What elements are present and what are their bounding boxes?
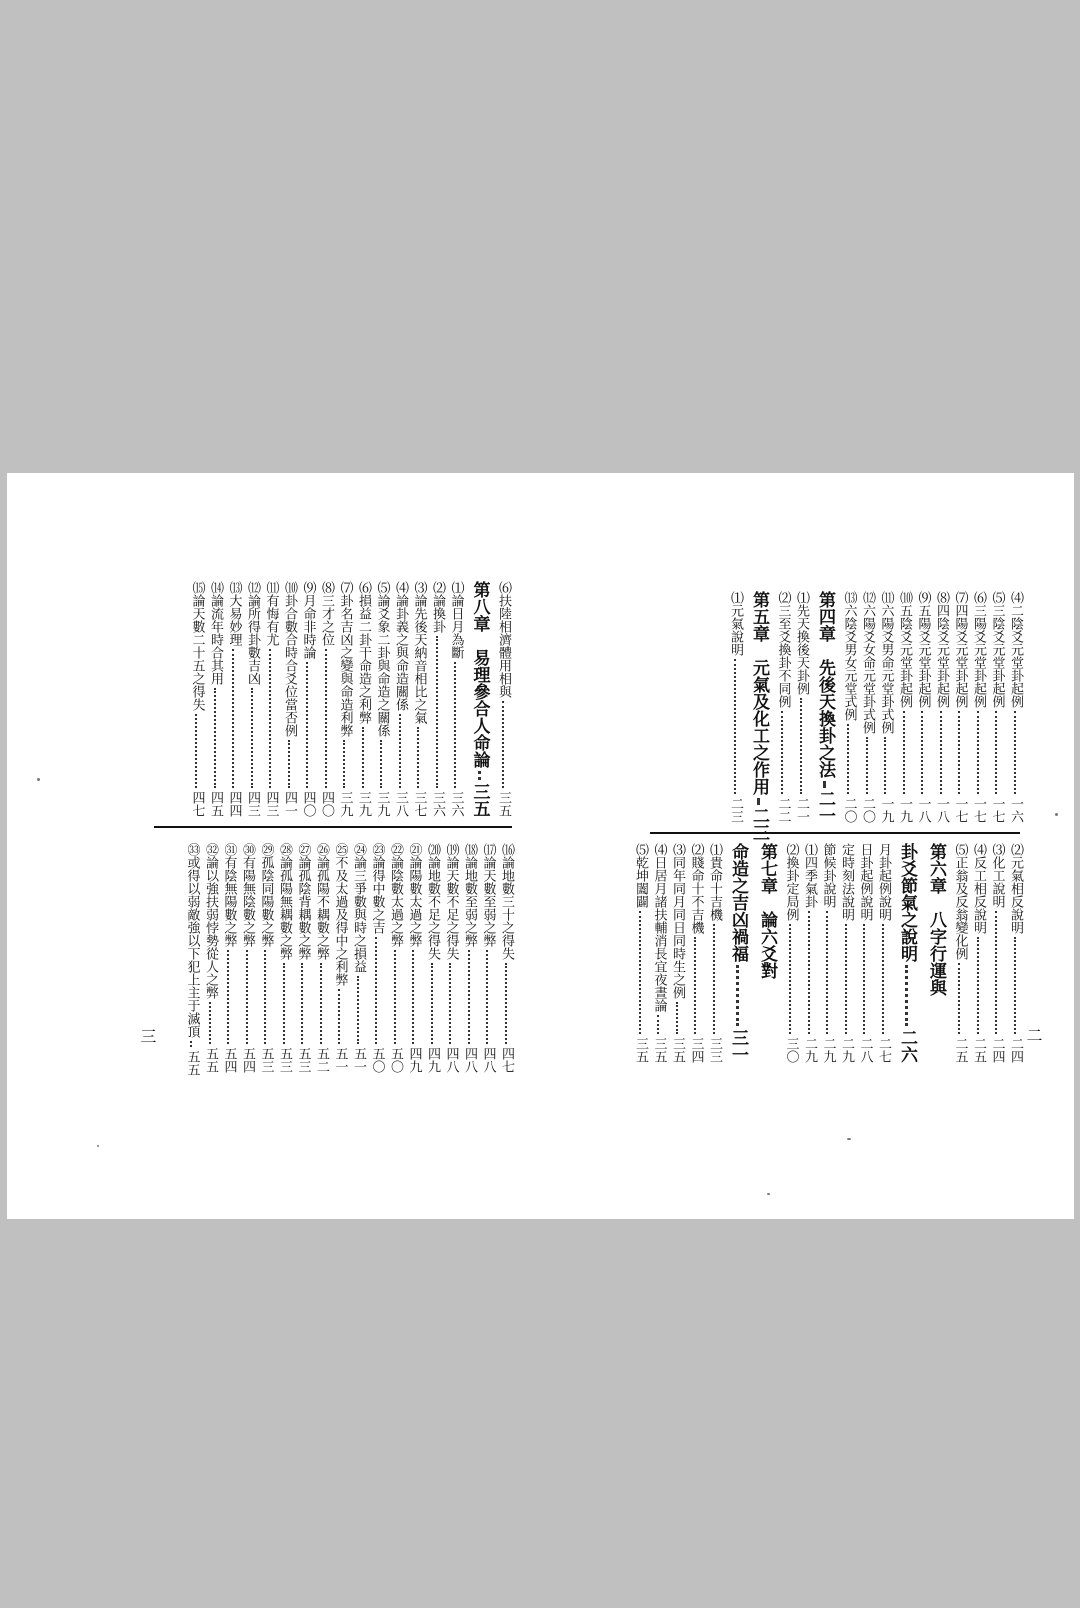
toc-page-number: 二〇 xyxy=(860,797,875,823)
toc-page-number: 五五 xyxy=(184,1050,200,1076)
toc-entry-title: ⑵論換卦 xyxy=(430,581,445,633)
toc-entry xyxy=(184,843,200,1076)
toc-entry-title: ㉗論孤陰背耦數之弊 xyxy=(295,843,311,960)
toc-entry-title: 定時刻法說明 xyxy=(839,843,854,921)
toc-entry-title: ⑴先天換後天卦例 xyxy=(794,591,809,695)
leader-dots xyxy=(789,924,791,1034)
toc-chapter-heading xyxy=(728,843,747,1063)
toc-page-number: 二四 xyxy=(1008,1037,1023,1063)
scan-speck xyxy=(767,1193,770,1195)
toc-page-number: 三三 xyxy=(707,1037,722,1063)
leader-dots xyxy=(301,963,303,1044)
toc-entry xyxy=(897,591,912,823)
leader-dots xyxy=(866,737,868,794)
toc-entry xyxy=(876,843,891,1063)
toc-entry-title: ⒁論流年時合其用 xyxy=(208,581,223,685)
toc-page-number: 四八 xyxy=(443,1047,459,1073)
toc-entry xyxy=(1008,843,1023,1063)
leader-dots xyxy=(264,950,266,1044)
toc-entry xyxy=(934,591,949,823)
toc-entry xyxy=(337,581,352,817)
toc-entry-title: ⑻四陰爻元堂卦起例 xyxy=(934,591,949,708)
leader-dots xyxy=(431,963,433,1044)
leader-dots xyxy=(505,963,507,1044)
toc-entry-title: ⑵三至爻換卦不同例 xyxy=(775,591,791,708)
toc-entry-title: ⑸正翁及反翁變化例 xyxy=(952,843,968,960)
right-page-upper-toc xyxy=(652,591,1023,841)
toc-entry xyxy=(411,581,426,817)
toc-entry-title: ⑼月命非時論 xyxy=(300,581,316,659)
leader-dots xyxy=(884,737,886,794)
toc-entry-title: ⑴元氣說明 xyxy=(728,591,743,656)
toc-entry-title: ⑿六陽爻女命元堂卦式例 xyxy=(860,591,875,734)
toc-page-number: 一七 xyxy=(952,797,968,823)
toc-entry-title: 卦爻節氣之說明 xyxy=(897,843,917,962)
toc-entry xyxy=(393,581,408,817)
leader-dots xyxy=(823,781,826,787)
toc-page-number: 一八 xyxy=(915,797,931,823)
toc-entry xyxy=(989,843,1004,1063)
leader-dots xyxy=(478,771,481,780)
toc-page-number: 二九 xyxy=(802,1037,817,1063)
toc-entry xyxy=(356,581,371,817)
leader-dots xyxy=(468,950,470,1044)
leader-dots xyxy=(800,698,802,794)
toc-entry-title: ⑾有悔有尤 xyxy=(263,581,279,646)
toc-entry xyxy=(425,843,440,1073)
leader-dots xyxy=(288,740,290,788)
toc-page-number: 五〇 xyxy=(388,1047,403,1073)
toc-page-number: 三四 xyxy=(688,1037,704,1063)
toc-entry-title: ⑼五陽爻元堂卦起例 xyxy=(915,591,931,708)
toc-entry-title: ㉛有陰無陽數之弊 xyxy=(221,843,237,947)
toc-entry-title: ㉑論陽數太過之弊 xyxy=(406,843,422,947)
toc-entry xyxy=(802,843,817,1063)
toc-page-number: 三八 xyxy=(393,791,408,817)
toc-entry-title: ⒃論地數三十之得失 xyxy=(499,843,514,960)
toc-entry xyxy=(203,843,218,1073)
toc-page-number: 五二 xyxy=(314,1047,329,1073)
toc-entry xyxy=(369,843,384,1073)
toc-entry xyxy=(728,591,743,823)
right-page-number: 二 xyxy=(1024,1027,1043,1043)
leader-dots xyxy=(713,924,715,1034)
toc-page-number: 五五 xyxy=(203,1047,218,1073)
toc-entry-title: ⒀大易妙理 xyxy=(226,581,242,646)
scan-speck xyxy=(97,1145,99,1147)
toc-entry-title: ⑶化工說明 xyxy=(989,843,1005,908)
toc-page-number: 一六 xyxy=(1008,797,1023,823)
toc-entry xyxy=(1008,591,1023,823)
toc-entry xyxy=(208,581,223,817)
toc-entry xyxy=(989,591,1004,823)
toc-page-number: 五一 xyxy=(332,1047,348,1073)
toc-page-number: 五三 xyxy=(277,1047,292,1073)
leader-dots xyxy=(847,724,849,794)
toc-entry-title: 日卦起例說明 xyxy=(857,843,873,921)
leader-dots xyxy=(399,714,401,788)
toc-page-number: 二四 xyxy=(989,1037,1005,1063)
leader-dots xyxy=(958,963,960,1034)
leader-dots xyxy=(380,740,382,788)
toc-page-number: 四九 xyxy=(425,1047,440,1073)
toc-page-number: 三一 xyxy=(728,1029,748,1063)
toc-page-number: 二八 xyxy=(857,1037,873,1063)
leader-dots xyxy=(362,727,364,788)
toc-entry-title: ㉓論得中數之吉 xyxy=(369,843,385,934)
toc-entry-title: ⑸論爻象二卦與命造之關係 xyxy=(374,581,390,737)
toc-page-number: 三五 xyxy=(651,1037,667,1063)
toc-entry-title: 命造之吉凶禍福 xyxy=(728,843,748,962)
toc-entry-title: 第五章 元氣及化工之作用 xyxy=(749,591,769,795)
toc-page-number: 四〇 xyxy=(319,791,334,817)
toc-entry-title: ㉝或得以弱敵強以下犯上主于滅頂 xyxy=(184,843,200,1038)
toc-entry xyxy=(245,581,260,817)
toc-page-number: 四四 xyxy=(226,791,242,817)
toc-page-number: 五三 xyxy=(295,1047,311,1073)
toc-page-number: 二五 xyxy=(971,1037,986,1063)
toc-entry-title: ⑹三陽爻元堂卦起例 xyxy=(971,591,986,708)
toc-chapter-heading xyxy=(470,581,489,817)
leader-dots xyxy=(995,711,997,794)
leader-dots xyxy=(269,649,271,788)
toc-entry xyxy=(332,843,347,1073)
toc-entry xyxy=(221,843,236,1073)
leader-dots xyxy=(412,950,414,1044)
leader-dots xyxy=(977,711,979,794)
leader-dots xyxy=(417,727,419,788)
toc-entry-title: ⑺四陽爻元堂卦起例 xyxy=(952,591,968,708)
toc-entry xyxy=(971,591,986,823)
leader-dots xyxy=(694,937,696,1034)
toc-entry xyxy=(314,843,329,1073)
toc-entry xyxy=(915,591,930,823)
toc-page-number: 五四 xyxy=(221,1047,237,1073)
toc-page-number: 三五 xyxy=(633,1037,648,1063)
toc-entry-title: 第八章 易理參合人命論 xyxy=(469,581,490,768)
toc-page-number: 二三 xyxy=(728,797,743,823)
toc-entry-title: ㉘論孤陽無耦數之弊 xyxy=(277,843,292,960)
toc-page-number: 三六 xyxy=(448,791,464,817)
leader-dots xyxy=(734,659,736,794)
toc-entry xyxy=(258,843,273,1073)
toc-entry-title: ⒆論天數不足之得失 xyxy=(443,843,459,960)
toc-entry-title: ⑴四季氣卦 xyxy=(802,843,817,908)
toc-entry-title: ⑷日居月諸扶輔消長宜夜晝論 xyxy=(651,843,667,1012)
toc-entry-title: 第七章 論六爻對 xyxy=(757,843,777,979)
leader-dots xyxy=(676,1002,678,1034)
toc-page-number: 一九 xyxy=(897,797,912,823)
leader-dots xyxy=(209,1002,211,1044)
toc-entry xyxy=(670,843,685,1063)
toc-entry xyxy=(448,581,463,817)
toc-entry-title: ⑷論卦義之與命造關係 xyxy=(393,581,408,711)
toc-page-number: 二七 xyxy=(876,1037,891,1063)
toc-page-number: 二〇 xyxy=(841,797,857,823)
toc-entry-title: ⑽五陰爻元堂卦起例 xyxy=(897,591,912,708)
leader-dots xyxy=(958,711,960,794)
toc-entry-title: ⑷二陰爻元堂卦起例 xyxy=(1008,591,1023,708)
leader-dots xyxy=(905,965,908,1026)
toc-page-number: 一七 xyxy=(989,797,1005,823)
toc-page-number: 二一 xyxy=(794,797,809,823)
toc-entry-title: ⒂論天數二十五之得失 xyxy=(189,581,205,711)
scanned-book-spread xyxy=(7,473,1074,1219)
toc-entry-title: ⑹扶陸相濟體用相與 xyxy=(496,581,511,698)
toc-entry xyxy=(952,843,967,1063)
toc-page-number: 四五 xyxy=(208,791,223,817)
leader-dots xyxy=(882,924,884,1034)
toc-entry-title: ⑿論所得卦數吉凶 xyxy=(245,581,260,685)
toc-entry-title: ⑵換卦定局例 xyxy=(783,843,799,921)
toc-page-number: 四三 xyxy=(263,791,279,817)
toc-page-number: 四一 xyxy=(282,791,297,817)
toc-entry xyxy=(841,591,856,823)
leader-dots xyxy=(826,911,828,1034)
toc-chapter-heading xyxy=(815,591,834,823)
left-page-number: 三 xyxy=(138,1028,157,1044)
toc-page-number: 三九 xyxy=(356,791,371,817)
leader-dots xyxy=(343,740,345,788)
toc-page-number: 五四 xyxy=(240,1047,255,1073)
toc-entry xyxy=(783,843,798,1063)
toc-page-number: 一八 xyxy=(934,797,949,823)
toc-entry-title: ㉒論陰數太過之弊 xyxy=(388,843,403,947)
toc-chapter-heading xyxy=(926,843,945,1063)
toc-entry-title: 月卦起例說明 xyxy=(876,843,891,921)
scan-speck xyxy=(37,778,40,781)
toc-chapter-heading xyxy=(757,843,776,1063)
toc-entry-title: ㉜論以強扶弱悖勢從人之弊 xyxy=(203,843,218,999)
leader-dots xyxy=(657,1015,659,1034)
toc-entry-title: ⒇論地數不足之得失 xyxy=(425,843,440,960)
toc-entry xyxy=(226,581,241,817)
toc-entry-title: ⒅論地數至弱之弊 xyxy=(462,843,477,947)
toc-page-number: 一七 xyxy=(971,797,986,823)
toc-entry xyxy=(775,591,790,823)
toc-entry-title: ⑷反工相反說明 xyxy=(971,843,986,934)
leader-dots xyxy=(781,711,783,794)
toc-page-number: 二二 xyxy=(775,797,791,823)
leader-dots xyxy=(502,701,504,788)
toc-entry xyxy=(971,843,986,1063)
toc-entry-title: ⑽卦合數合時合爻位當否例 xyxy=(282,581,297,737)
toc-entry-title: 第六章 八字行運與 xyxy=(926,843,946,996)
toc-entry xyxy=(860,591,875,823)
toc-entry-title: ⒄論天數至弱之弊 xyxy=(480,843,496,947)
toc-page-number: 二五 xyxy=(952,1037,968,1063)
toc-entry-title: ⑶同年同月同日同時生之例 xyxy=(670,843,685,999)
toc-entry-title: ⑴貴命十吉機 xyxy=(707,843,722,921)
toc-page-number: 四三 xyxy=(245,791,260,817)
leader-dots xyxy=(921,711,923,794)
toc-entry-title: ㉙孤陰同陽數之弊 xyxy=(258,843,274,947)
toc-page-number: 一九 xyxy=(878,797,894,823)
toc-entry-title: ㉖論孤陽不耦數之弊 xyxy=(314,843,329,960)
leader-dots xyxy=(454,662,456,788)
leader-dots xyxy=(995,911,997,1034)
toc-page-number: 三〇 xyxy=(783,1037,799,1063)
toc-page-number: 五三 xyxy=(258,1047,274,1073)
toc-entry-title: ⑹損益二卦干命造之利弊 xyxy=(356,581,371,724)
leader-dots xyxy=(338,989,340,1044)
leader-dots xyxy=(436,636,438,788)
toc-page-number: 三六 xyxy=(430,791,445,817)
toc-page-number: 五一 xyxy=(351,1047,366,1073)
leader-dots xyxy=(246,950,248,1044)
leader-dots xyxy=(227,950,229,1044)
leader-dots xyxy=(977,937,979,1034)
toc-entry-title: ⑶論先後天納音相比之氣 xyxy=(411,581,427,724)
leader-dots xyxy=(845,924,847,1034)
leader-dots xyxy=(214,688,216,788)
leader-dots xyxy=(251,688,253,788)
toc-entry xyxy=(430,581,445,817)
leader-dots xyxy=(449,963,451,1044)
toc-entry xyxy=(388,843,403,1073)
leader-dots xyxy=(306,662,308,788)
leader-dots xyxy=(736,965,739,1026)
right-page-lower-toc xyxy=(633,843,1023,1063)
leader-dots xyxy=(757,798,760,804)
toc-page-number: 四八 xyxy=(462,1047,477,1073)
toc-entry xyxy=(952,591,967,823)
toc-entry xyxy=(300,581,315,817)
leader-dots xyxy=(486,950,488,1044)
toc-entry-title: ⑸三陰爻元堂卦起例 xyxy=(989,591,1005,708)
leader-dots xyxy=(320,963,322,1044)
leader-dots xyxy=(232,649,234,788)
toc-page-number: 三五 xyxy=(469,783,490,817)
toc-entry-title: ⑾六陽爻男命元堂卦式例 xyxy=(878,591,894,734)
leader-dots xyxy=(1014,937,1016,1034)
toc-entry xyxy=(839,843,854,1063)
toc-page-number: 三七 xyxy=(411,791,427,817)
leader-dots xyxy=(639,911,641,1034)
toc-entry-title: ㉚有陽無陰數之弊 xyxy=(240,843,255,947)
toc-entry xyxy=(688,843,703,1063)
toc-entry xyxy=(406,843,421,1073)
toc-chapter-heading xyxy=(749,591,769,841)
toc-page-number: 二九 xyxy=(839,1037,854,1063)
left-page-lower-toc xyxy=(155,843,514,1076)
toc-entry-title: ⑵賤命十不吉機 xyxy=(688,843,704,934)
toc-entry xyxy=(240,843,255,1073)
scan-speck xyxy=(847,1138,851,1140)
toc-page-number: 三五 xyxy=(496,791,511,817)
toc-entry xyxy=(319,581,334,817)
left-page-divider-rule xyxy=(154,826,512,828)
toc-entry-title: ㉕不及太過及得中之利弊 xyxy=(332,843,348,986)
toc-entry xyxy=(295,843,310,1073)
leader-dots xyxy=(195,714,197,788)
leader-dots xyxy=(325,649,327,788)
scan-speck xyxy=(1055,813,1058,816)
toc-entry xyxy=(462,843,477,1073)
toc-chapter-heading xyxy=(897,843,916,1063)
toc-entry xyxy=(374,581,389,817)
toc-page-number: 二三 xyxy=(749,807,769,841)
toc-entry-title: ⑴論日月為斷 xyxy=(448,581,464,659)
left-page-upper-toc xyxy=(155,581,510,817)
leader-dots xyxy=(375,937,377,1044)
leader-dots xyxy=(1014,711,1016,794)
toc-page-number: 三五 xyxy=(670,1037,685,1063)
toc-page-number: 四〇 xyxy=(300,791,316,817)
toc-entry-title: ⑺卦名吉凶之變與命造利弊 xyxy=(337,581,353,737)
toc-entry xyxy=(651,843,666,1063)
leader-dots xyxy=(283,963,285,1044)
toc-entry-title: ⑻三才之位 xyxy=(319,581,334,646)
toc-entry xyxy=(633,843,648,1063)
toc-entry xyxy=(820,843,835,1063)
toc-entry xyxy=(282,581,297,817)
leader-dots xyxy=(394,950,396,1044)
leader-dots xyxy=(863,924,865,1034)
toc-page-number: 二六 xyxy=(897,1029,917,1063)
toc-entry xyxy=(189,581,204,817)
toc-entry xyxy=(499,843,514,1073)
toc-entry xyxy=(443,843,458,1073)
toc-entry xyxy=(857,843,872,1063)
toc-entry-title: ⑵元氣相反說明 xyxy=(1008,843,1023,934)
toc-entry xyxy=(351,843,366,1073)
toc-page-number: 三九 xyxy=(374,791,390,817)
toc-page-number: 二九 xyxy=(820,1037,836,1063)
leader-dots xyxy=(357,976,359,1044)
toc-entry-title: 第四章 先後天換卦之法 xyxy=(815,591,835,778)
leader-dots xyxy=(190,1041,192,1047)
leader-dots xyxy=(940,711,942,794)
toc-page-number: 三九 xyxy=(337,791,353,817)
toc-entry xyxy=(707,843,722,1063)
toc-entry-title: ⒀六陰爻男女元堂式例 xyxy=(841,591,857,721)
toc-entry xyxy=(277,843,292,1073)
toc-entry xyxy=(878,591,893,823)
right-page-divider-rule xyxy=(650,832,1020,834)
toc-entry xyxy=(794,591,809,823)
toc-page-number: 四八 xyxy=(480,1047,496,1073)
toc-page-number: 二一 xyxy=(815,790,835,824)
toc-page-number: 五〇 xyxy=(369,1047,385,1073)
toc-page-number: 四九 xyxy=(406,1047,422,1073)
toc-page-number: 四七 xyxy=(189,791,205,817)
toc-entry xyxy=(496,581,511,817)
toc-entry xyxy=(480,843,495,1073)
leader-dots xyxy=(903,711,905,794)
toc-entry-title: ㉔論三爭數與時之損益 xyxy=(351,843,366,973)
toc-page-number: 四七 xyxy=(499,1047,514,1073)
leader-dots xyxy=(808,911,810,1034)
toc-entry-title: ⑸乾坤闔闢 xyxy=(633,843,648,908)
toc-entry xyxy=(263,581,278,817)
toc-entry-title: 節候卦說明 xyxy=(820,843,836,908)
